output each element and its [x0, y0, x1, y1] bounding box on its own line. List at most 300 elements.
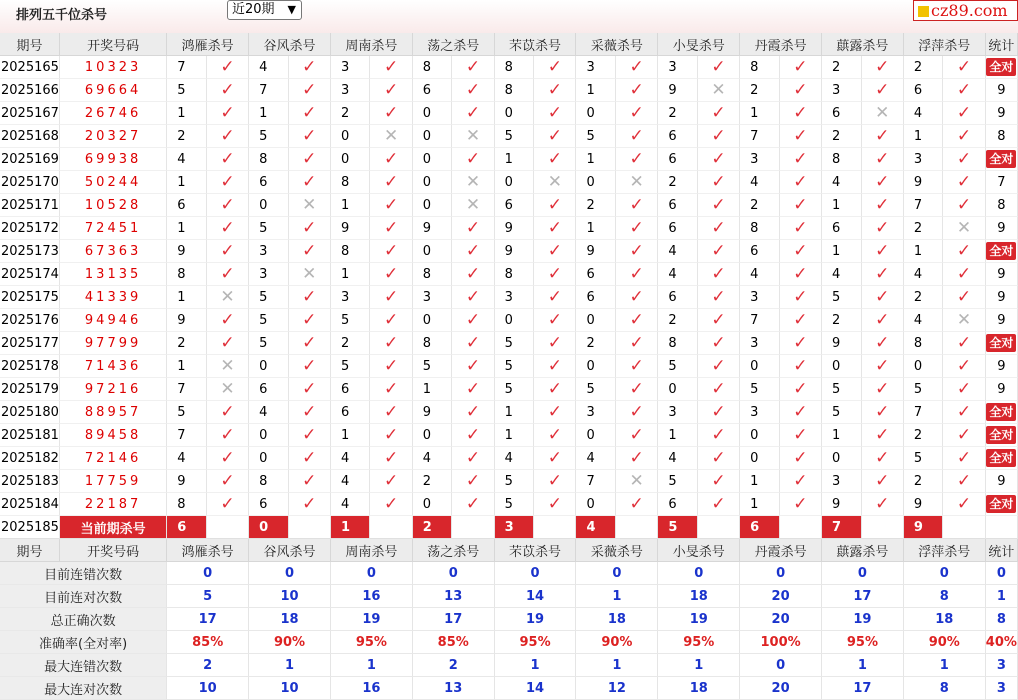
check-icon: ✓ — [534, 217, 576, 240]
kill-number: 7 — [167, 378, 207, 401]
check-icon: ✓ — [943, 378, 985, 401]
kill-number: 5 — [904, 378, 944, 401]
stat-label: 目前连对次数 — [0, 585, 167, 608]
col-header-expert: 芣苡杀号 — [495, 33, 577, 56]
kill-number: 4 — [576, 447, 616, 470]
kill-number: 9 — [167, 240, 207, 263]
kill-number: 7 — [249, 79, 289, 102]
stat-value: 10 — [249, 585, 331, 608]
stat-value: 0 — [495, 562, 577, 585]
check-icon: ✓ — [698, 378, 740, 401]
stat-cell: 7 — [986, 171, 1018, 194]
kill-number: 2 — [576, 332, 616, 355]
check-icon: ✓ — [780, 148, 822, 171]
check-icon: ✓ — [698, 493, 740, 516]
kill-number: 3 — [495, 286, 535, 309]
check-icon: ✓ — [698, 263, 740, 286]
kill-number: 4 — [904, 309, 944, 332]
kill-number: 5 — [495, 355, 535, 378]
kill-number: 8 — [331, 240, 371, 263]
draw-number: 22187 — [60, 493, 167, 516]
stat-value: 18 — [576, 608, 658, 631]
issue-number: 2025177 — [0, 332, 60, 355]
check-icon: ✓ — [534, 447, 576, 470]
cross-icon: ✕ — [862, 102, 904, 125]
kill-number: 5 — [576, 125, 616, 148]
col-header-issue: 期号 — [0, 539, 60, 562]
check-icon: ✓ — [452, 447, 494, 470]
stat-value: 17 — [822, 677, 904, 700]
kill-number: 5 — [495, 378, 535, 401]
stat-cell: 9 — [986, 355, 1018, 378]
stat-cell: 9 — [986, 217, 1018, 240]
stat-value: 13 — [413, 677, 495, 700]
kill-number: 0 — [576, 424, 616, 447]
check-icon: ✓ — [534, 401, 576, 424]
kill-number: 8 — [822, 148, 862, 171]
stat-total: 40% — [986, 631, 1018, 654]
current-kill-spacer — [370, 516, 412, 539]
kill-number: 2 — [576, 194, 616, 217]
kill-number: 6 — [658, 125, 698, 148]
stat-cell — [986, 424, 1018, 447]
check-icon: ✓ — [452, 286, 494, 309]
check-icon: ✓ — [452, 355, 494, 378]
logo-square-icon — [918, 6, 929, 17]
check-icon: ✓ — [534, 125, 576, 148]
col-header-expert: 鸿雁杀号 — [167, 33, 249, 56]
kill-number: 8 — [740, 217, 780, 240]
current-kill-spacer — [207, 516, 249, 539]
check-icon: ✓ — [616, 263, 658, 286]
col-header-expert: 荡之杀号 — [413, 33, 495, 56]
stat-value: 19 — [822, 608, 904, 631]
stat-total: 3 — [986, 677, 1018, 700]
issue-number: 2025178 — [0, 355, 60, 378]
kill-number: 9 — [904, 171, 944, 194]
stat-total: 3 — [986, 654, 1018, 677]
kill-number: 4 — [331, 470, 371, 493]
cross-icon: ✕ — [616, 470, 658, 493]
kill-number: 2 — [167, 125, 207, 148]
col-header-stat: 统计 — [986, 33, 1018, 56]
check-icon: ✓ — [452, 217, 494, 240]
table-row — [0, 286, 1018, 309]
site-logo[interactable] — [913, 0, 1018, 21]
kill-number: 6 — [822, 102, 862, 125]
kill-number: 7 — [576, 470, 616, 493]
stat-value: 18 — [249, 608, 331, 631]
kill-number: 2 — [904, 56, 944, 79]
check-icon: ✓ — [534, 378, 576, 401]
kill-number: 4 — [822, 171, 862, 194]
col-header-expert: 芣苡杀号 — [495, 539, 577, 562]
stat-cell — [986, 148, 1018, 171]
table-row — [0, 217, 1018, 240]
issue-number: 2025174 — [0, 263, 60, 286]
check-icon: ✓ — [943, 79, 985, 102]
kill-number: 6 — [904, 79, 944, 102]
draw-number: 88957 — [60, 401, 167, 424]
kill-number: 2 — [822, 56, 862, 79]
kill-number: 4 — [331, 493, 371, 516]
kill-number: 4 — [658, 447, 698, 470]
kill-number: 2 — [740, 194, 780, 217]
kill-number: 8 — [413, 263, 453, 286]
check-icon: ✓ — [780, 332, 822, 355]
kill-number: 0 — [576, 355, 616, 378]
kill-number: 0 — [249, 355, 289, 378]
kill-number: 1 — [904, 125, 944, 148]
check-icon: ✓ — [698, 332, 740, 355]
kill-number: 0 — [413, 240, 453, 263]
stat-cell: 9 — [986, 378, 1018, 401]
kill-number: 2 — [331, 102, 371, 125]
stat-cell — [986, 56, 1018, 79]
stat-value: 1 — [822, 654, 904, 677]
kill-number: 5 — [740, 378, 780, 401]
table-row — [0, 447, 1018, 470]
col-header-expert: 蕻露杀号 — [822, 33, 904, 56]
check-icon: ✓ — [289, 56, 331, 79]
check-icon: ✓ — [780, 240, 822, 263]
table-row — [0, 493, 1018, 516]
stat-label: 最大连错次数 — [0, 654, 167, 677]
kill-number: 5 — [495, 493, 535, 516]
table-row — [0, 424, 1018, 447]
check-icon: ✓ — [207, 424, 249, 447]
col-header-expert: 浮萍杀号 — [904, 539, 986, 562]
check-icon: ✓ — [616, 56, 658, 79]
kill-number: 0 — [249, 424, 289, 447]
stat-cell — [986, 332, 1018, 355]
kill-number: 9 — [658, 79, 698, 102]
kill-number: 4 — [740, 263, 780, 286]
current-kill-number: 0 — [249, 516, 289, 539]
kill-number: 2 — [904, 424, 944, 447]
check-icon: ✓ — [780, 424, 822, 447]
check-icon: ✓ — [616, 79, 658, 102]
kill-number: 8 — [331, 171, 371, 194]
check-icon: ✓ — [862, 263, 904, 286]
kill-number: 4 — [167, 148, 207, 171]
stat-value: 10 — [167, 677, 249, 700]
check-icon: ✓ — [289, 355, 331, 378]
kill-number: 5 — [822, 378, 862, 401]
kill-number: 1 — [495, 401, 535, 424]
table-row — [0, 378, 1018, 401]
stat-value: 100% — [740, 631, 822, 654]
kill-number: 5 — [331, 309, 371, 332]
check-icon: ✓ — [534, 424, 576, 447]
check-icon: ✓ — [289, 125, 331, 148]
kill-number: 5 — [249, 125, 289, 148]
check-icon: ✓ — [943, 148, 985, 171]
stat-value: 1 — [249, 654, 331, 677]
stat-row — [0, 654, 1018, 677]
check-icon: ✓ — [207, 240, 249, 263]
stat-cell: 9 — [986, 102, 1018, 125]
col-header-expert: 鸿雁杀号 — [167, 539, 249, 562]
header-row — [0, 539, 1018, 562]
draw-number: 10528 — [60, 194, 167, 217]
kill-number: 3 — [822, 79, 862, 102]
col-header-expert: 荡之杀号 — [413, 539, 495, 562]
draw-number: 41339 — [60, 286, 167, 309]
table-row — [0, 148, 1018, 171]
stat-value: 20 — [740, 608, 822, 631]
table-row — [0, 79, 1018, 102]
kill-number: 9 — [576, 240, 616, 263]
kill-number: 9 — [495, 240, 535, 263]
kill-number: 3 — [331, 286, 371, 309]
draw-number: 17759 — [60, 470, 167, 493]
kill-number: 6 — [658, 217, 698, 240]
stat-value: 13 — [413, 585, 495, 608]
draw-number: 71436 — [60, 355, 167, 378]
check-icon: ✓ — [370, 424, 412, 447]
stat-value: 1 — [331, 654, 413, 677]
stat-value: 19 — [658, 608, 740, 631]
kill-number: 3 — [740, 148, 780, 171]
kill-number: 2 — [904, 470, 944, 493]
check-icon: ✓ — [698, 217, 740, 240]
kill-number: 8 — [495, 263, 535, 286]
check-icon: ✓ — [943, 286, 985, 309]
kill-number: 3 — [249, 263, 289, 286]
kill-number: 4 — [413, 447, 453, 470]
kill-number: 4 — [822, 263, 862, 286]
table-row — [0, 355, 1018, 378]
stat-value: 18 — [904, 608, 986, 631]
stat-value: 20 — [740, 677, 822, 700]
kill-number: 0 — [740, 355, 780, 378]
check-icon: ✓ — [698, 286, 740, 309]
stat-cell — [986, 401, 1018, 424]
check-icon: ✓ — [534, 79, 576, 102]
current-kill-spacer — [862, 516, 904, 539]
check-icon: ✓ — [780, 56, 822, 79]
kill-number: 6 — [822, 217, 862, 240]
kill-number: 2 — [413, 470, 453, 493]
check-icon: ✓ — [616, 401, 658, 424]
kill-number: 0 — [249, 447, 289, 470]
check-icon: ✓ — [534, 263, 576, 286]
check-icon: ✓ — [616, 102, 658, 125]
check-icon: ✓ — [452, 470, 494, 493]
check-icon: ✓ — [780, 378, 822, 401]
stat-value: 2 — [413, 654, 495, 677]
kill-number: 0 — [413, 171, 453, 194]
check-icon: ✓ — [289, 171, 331, 194]
issue-number: 2025182 — [0, 447, 60, 470]
kill-number: 6 — [167, 194, 207, 217]
page-title: 排列五千位杀号 — [16, 8, 108, 23]
kill-number: 4 — [249, 56, 289, 79]
col-header-stat: 统计 — [986, 539, 1018, 562]
stat-cell — [986, 493, 1018, 516]
check-icon: ✓ — [862, 171, 904, 194]
kill-number: 5 — [495, 332, 535, 355]
check-icon: ✓ — [370, 309, 412, 332]
kill-number: 3 — [249, 240, 289, 263]
col-header-expert: 丹霞杀号 — [740, 539, 822, 562]
check-icon: ✓ — [289, 286, 331, 309]
check-icon: ✓ — [943, 447, 985, 470]
col-header-expert: 丹霞杀号 — [740, 33, 822, 56]
check-icon: ✓ — [452, 309, 494, 332]
kill-number: 6 — [576, 286, 616, 309]
current-kill-spacer — [534, 516, 576, 539]
issue-number: 2025180 — [0, 401, 60, 424]
stat-value: 19 — [331, 608, 413, 631]
kill-number: 5 — [822, 401, 862, 424]
current-kill-number: 5 — [658, 516, 698, 539]
draw-number: 13135 — [60, 263, 167, 286]
kill-number: 1 — [658, 424, 698, 447]
kill-number: 1 — [167, 171, 207, 194]
kill-number: 3 — [576, 401, 616, 424]
kill-number: 4 — [740, 171, 780, 194]
cross-icon: ✕ — [452, 171, 494, 194]
stat-label: 总正确次数 — [0, 608, 167, 631]
check-icon: ✓ — [862, 286, 904, 309]
kill-number: 9 — [413, 401, 453, 424]
col-header-expert: 周南杀号 — [331, 33, 413, 56]
kill-number: 5 — [658, 470, 698, 493]
table-row — [0, 194, 1018, 217]
cross-icon: ✕ — [289, 194, 331, 217]
check-icon: ✓ — [534, 194, 576, 217]
check-icon: ✓ — [534, 286, 576, 309]
current-kill-spacer — [943, 516, 985, 539]
kill-number: 0 — [413, 194, 453, 217]
stat-value: 1 — [495, 654, 577, 677]
check-icon: ✓ — [370, 79, 412, 102]
check-icon: ✓ — [698, 447, 740, 470]
check-icon: ✓ — [943, 194, 985, 217]
check-icon: ✓ — [862, 355, 904, 378]
kill-number: 5 — [331, 355, 371, 378]
check-icon: ✓ — [289, 447, 331, 470]
period-select[interactable] — [227, 0, 302, 20]
kill-number: 6 — [658, 493, 698, 516]
kill-number: 1 — [167, 286, 207, 309]
issue-number: 2025169 — [0, 148, 60, 171]
current-kill-spacer — [616, 516, 658, 539]
check-icon: ✓ — [289, 148, 331, 171]
stat-cell: 8 — [986, 194, 1018, 217]
cross-icon: ✕ — [207, 286, 249, 309]
kill-number: 3 — [740, 332, 780, 355]
table-row — [0, 102, 1018, 125]
cross-icon: ✕ — [534, 171, 576, 194]
check-icon: ✓ — [616, 493, 658, 516]
kill-number: 5 — [576, 378, 616, 401]
kill-number: 6 — [249, 171, 289, 194]
check-icon: ✓ — [616, 125, 658, 148]
check-icon: ✓ — [698, 171, 740, 194]
check-icon: ✓ — [616, 194, 658, 217]
table-row — [0, 332, 1018, 355]
check-icon: ✓ — [452, 332, 494, 355]
stat-value: 16 — [331, 585, 413, 608]
kill-number: 9 — [904, 493, 944, 516]
check-icon: ✓ — [534, 355, 576, 378]
kill-number: 1 — [331, 424, 371, 447]
kill-number: 1 — [331, 263, 371, 286]
stat-row — [0, 562, 1018, 585]
col-header-draw: 开奖号码 — [60, 33, 167, 56]
col-header-expert: 小旻杀号 — [658, 539, 740, 562]
check-icon: ✓ — [698, 240, 740, 263]
kill-number: 7 — [740, 125, 780, 148]
col-header-expert: 周南杀号 — [331, 539, 413, 562]
issue-number: 2025166 — [0, 79, 60, 102]
kill-number: 4 — [904, 263, 944, 286]
kill-number: 5 — [249, 309, 289, 332]
kill-number: 5 — [249, 332, 289, 355]
kill-number: 1 — [167, 102, 207, 125]
check-icon: ✓ — [862, 332, 904, 355]
check-icon: ✓ — [370, 355, 412, 378]
check-icon: ✓ — [943, 240, 985, 263]
kill-number: 0 — [495, 102, 535, 125]
kill-number: 0 — [904, 355, 944, 378]
stat-value: 1 — [904, 654, 986, 677]
check-icon: ✓ — [780, 493, 822, 516]
kill-number: 7 — [167, 424, 207, 447]
kill-number: 7 — [904, 401, 944, 424]
kill-number: 6 — [249, 378, 289, 401]
current-kill-number: 6 — [740, 516, 780, 539]
top-bar — [0, 0, 1018, 34]
check-icon: ✓ — [370, 286, 412, 309]
kill-number: 8 — [904, 332, 944, 355]
check-icon: ✓ — [207, 401, 249, 424]
kill-number: 0 — [576, 309, 616, 332]
kill-number: 4 — [658, 240, 698, 263]
kill-number: 6 — [331, 378, 371, 401]
kill-number: 9 — [167, 470, 207, 493]
kill-number: 5 — [249, 217, 289, 240]
check-icon: ✓ — [207, 194, 249, 217]
kill-number: 6 — [495, 194, 535, 217]
stat-value: 14 — [495, 677, 577, 700]
check-icon: ✓ — [207, 125, 249, 148]
check-icon: ✓ — [698, 194, 740, 217]
stat-cell: 9 — [986, 79, 1018, 102]
kill-number: 0 — [822, 447, 862, 470]
check-icon: ✓ — [534, 148, 576, 171]
check-icon: ✓ — [943, 424, 985, 447]
stat-value: 19 — [495, 608, 577, 631]
draw-number: 20327 — [60, 125, 167, 148]
kill-number: 3 — [576, 56, 616, 79]
check-icon: ✓ — [862, 194, 904, 217]
check-icon: ✓ — [289, 378, 331, 401]
kill-number: 7 — [904, 194, 944, 217]
check-icon: ✓ — [862, 79, 904, 102]
check-icon: ✓ — [207, 148, 249, 171]
kill-number: 4 — [249, 401, 289, 424]
issue-number: 2025170 — [0, 171, 60, 194]
kill-number: 3 — [331, 79, 371, 102]
stat-row — [0, 585, 1018, 608]
stat-value: 0 — [904, 562, 986, 585]
current-kill-number: 7 — [822, 516, 862, 539]
check-icon: ✓ — [780, 447, 822, 470]
